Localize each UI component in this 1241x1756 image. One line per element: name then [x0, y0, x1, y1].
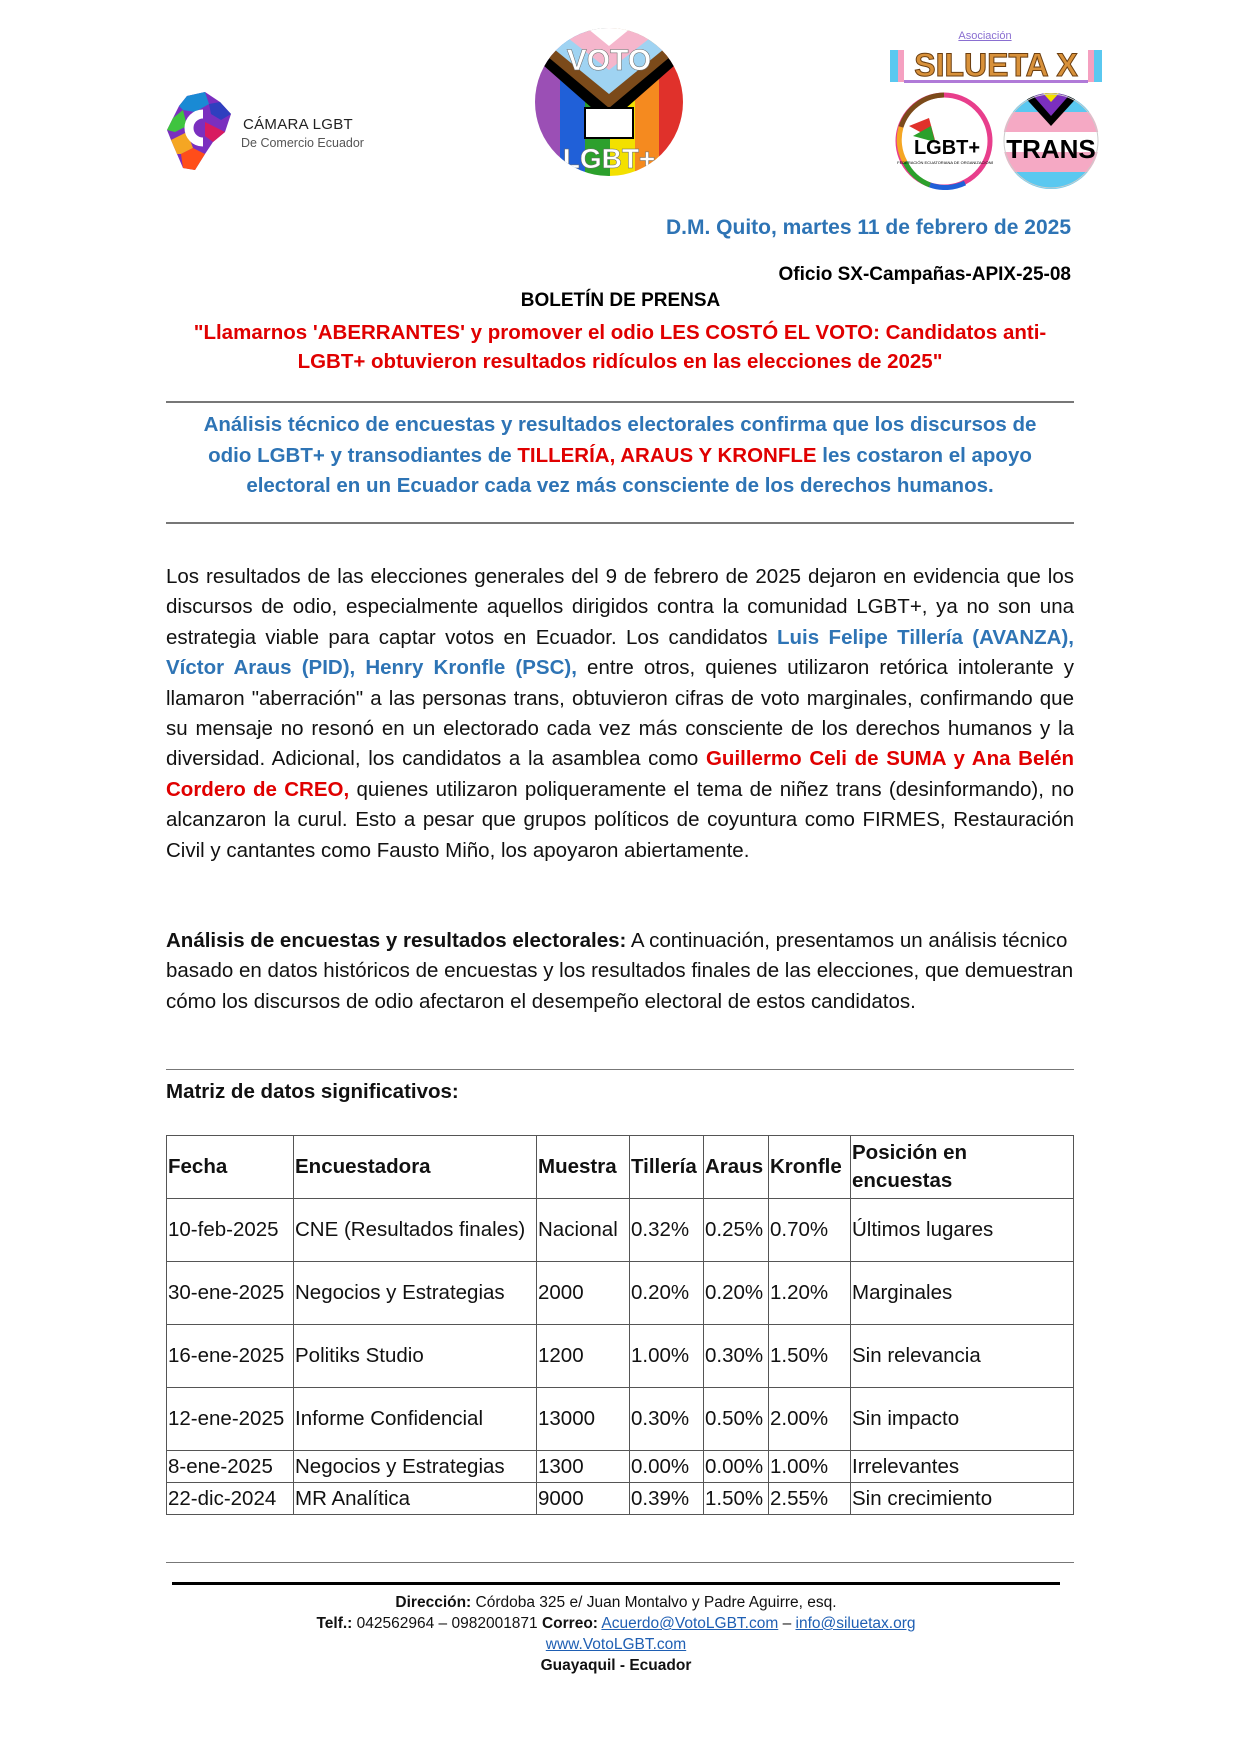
table-row: [167, 1483, 1074, 1515]
divider-matrix: [166, 1069, 1074, 1070]
footer-website: [172, 1634, 1060, 1655]
svg-text:LGBT+: LGBT+: [562, 143, 656, 174]
cell-kronfle: 2.00%: [769, 1388, 851, 1451]
p1-candidates: Luis Felipe Tillería (AVANZA), Víctor Araus (PID), Henry Kronfle (PSC),: [166, 625, 1074, 680]
phone-text: 042562964 – 0982001871: [352, 1615, 542, 1632]
cell-posicion: Marginales: [851, 1262, 1074, 1325]
svg-text:FEDERACIÓN ECUATORIANA DE ORGA: FEDERACIÓN ECUATORIANA DE ORGANIZACIONES: [897, 160, 993, 165]
divider-bottom: [166, 1562, 1074, 1563]
col-header-fecha: Fecha: [167, 1136, 294, 1199]
cell-kronfle: 1.50%: [769, 1325, 851, 1388]
document-date: D.M. Quito, martes 11 de febrero de 2025: [666, 216, 1071, 239]
cell-kronfle: 0.70%: [769, 1199, 851, 1262]
cell-encuestadora: CNE (Resultados finales): [294, 1199, 537, 1262]
subhead-part1: Análisis técnico de encuestas y resultados electorales confirma que los discursos de odio LGBT+ y transodiantes de: [203, 413, 1037, 467]
cell-muestra: 2000: [537, 1262, 630, 1325]
table-row: [167, 1199, 1074, 1262]
cell-encuestadora: Politiks Studio: [294, 1325, 537, 1388]
oficio-number: Oficio SX-Campañas-APIX-25-08: [778, 264, 1071, 285]
footer-contact: [172, 1613, 1060, 1634]
table-row: [167, 1451, 1074, 1483]
svg-text:SILUETA X: SILUETA X: [914, 47, 1078, 83]
paragraph-intro: [166, 562, 1074, 866]
p2-text: A continuación, presentamos un análisis técnico basado en datos históricos de encuestas y los resultados finales de las elecciones, que demuestran cómo los discursos de odio afectaron el desempeño electoral de estos candidatos.: [166, 929, 1074, 1013]
cell-encuestadora: Negocios y Estrategias: [294, 1262, 537, 1325]
cell-tilleria: 0.30%: [630, 1388, 704, 1451]
cell-tilleria: 0.00%: [630, 1451, 704, 1483]
cell-araus: 1.50%: [704, 1483, 769, 1515]
cell-fecha: 16-ene-2025: [167, 1325, 294, 1388]
divider-top: [166, 401, 1074, 403]
asociacion-label: Asociación: [958, 30, 1012, 42]
table-row: [167, 1325, 1074, 1388]
p1-text-a: Los resultados de las elecciones generales del 9 de febrero de 2025 dejaron en evidencia que los discursos de odio, especialmente aquellos dirigidos contra la comunidad LGBT+, ya no son una estrategia viable para captar votos en Ecuador. Los candidatos: [166, 565, 1074, 649]
matrix-title: Matriz de datos significativos:: [166, 1080, 459, 1103]
cell-posicion: Irrelevantes: [851, 1451, 1074, 1483]
email-label: Correo:: [541, 1615, 598, 1632]
p1-text-c: quienes utilizaron poliqueramente el tema de niñez trans (desinformando), no alcanzaron la curul. Esto a pesar que grupos políticos de coyuntura como FIRMES, Restauración Civil y cantantes como Fausto Miño, los apoyaron abiertamente.: [166, 777, 1074, 862]
email-link-votolgbt[interactable]: Acuerdo@VotoLGBT.com: [601, 1615, 779, 1632]
email-separator: –: [778, 1615, 796, 1632]
cell-encuestadora: MR Analítica: [294, 1483, 537, 1515]
address-label: Dirección:: [395, 1594, 472, 1611]
cell-fecha: 12-ene-2025: [167, 1388, 294, 1451]
trans-badge: [1002, 92, 1100, 190]
camara-lgbt-logo: [165, 92, 365, 172]
cell-tilleria: 0.32%: [630, 1199, 704, 1262]
cell-araus: 0.50%: [704, 1388, 769, 1451]
cell-kronfle: 2.55%: [769, 1483, 851, 1515]
cell-fecha: 10-feb-2025: [167, 1199, 294, 1262]
silueta-x-logo: [890, 46, 1102, 86]
col-header-araus: Araus: [704, 1136, 769, 1199]
website-link[interactable]: www.VotoLGBT.com: [545, 1636, 687, 1653]
subheadline: [180, 410, 1060, 502]
lgbt-federation-badge: [895, 92, 993, 190]
subhead-highlight: TILLERÍA, ARAUS Y KRONFLE: [517, 443, 817, 467]
cell-muestra: 9000: [537, 1483, 630, 1515]
cell-muestra: 1300: [537, 1451, 630, 1483]
col-header-kronfle: Kronfle: [769, 1136, 851, 1199]
cell-muestra: 1200: [537, 1325, 630, 1388]
cell-posicion: Últimos lugares: [851, 1199, 1074, 1262]
ecuador-map-icon: [165, 92, 235, 172]
col-header-muestra: Muestra: [537, 1136, 630, 1199]
svg-text:LGBT+: LGBT+: [913, 137, 981, 159]
cell-kronfle: 1.00%: [769, 1451, 851, 1483]
paragraph-analysis: [166, 926, 1074, 1017]
camara-title: CÁMARA LGBT: [243, 116, 353, 133]
p1-text-b: entre otros, quienes utilizaron retórica intolerante y llamaron "aberración" a las personas trans, obtuvieron cifras de voto marginales, confirmando que su mensaje no resonó en un electorado cada vez más consciente de los derechos humanos y la diversidad. Adicional, los candidatos a la asamblea como: [166, 656, 1074, 771]
cell-muestra: 13000: [537, 1388, 630, 1451]
footer-rule: [172, 1582, 1060, 1585]
cell-fecha: 30-ene-2025: [167, 1262, 294, 1325]
cell-tilleria: 1.00%: [630, 1325, 704, 1388]
cell-araus: 0.25%: [704, 1199, 769, 1262]
cell-araus: 0.20%: [704, 1262, 769, 1325]
col-header-encuestadora: Encuestadora: [294, 1136, 537, 1199]
cell-encuestadora: Informe Confidencial: [294, 1388, 537, 1451]
cell-posicion: Sin impacto: [851, 1388, 1074, 1451]
p1-assembly-candidates: Guillermo Celi de SUMA y Ana Belén Cordero de CREO,: [166, 747, 1074, 801]
cell-tilleria: 0.20%: [630, 1262, 704, 1325]
cell-encuestadora: Negocios y Estrategias: [294, 1451, 537, 1483]
table-row: [167, 1388, 1074, 1451]
cell-araus: 0.30%: [704, 1325, 769, 1388]
camara-subtitle: De Comercio Ecuador: [241, 136, 364, 150]
email-link-siluetax[interactable]: info@siluetax.org: [795, 1615, 916, 1632]
cell-tilleria: 0.39%: [630, 1483, 704, 1515]
svg-text:TRANS: TRANS: [1006, 134, 1096, 164]
bulletin-title-text: BOLETÍN DE PRENSA: [520, 290, 721, 311]
bulletin-title: [0, 290, 1241, 312]
table-row: [167, 1262, 1074, 1325]
cell-posicion: Sin crecimiento: [851, 1483, 1074, 1515]
cell-kronfle: 1.20%: [769, 1262, 851, 1325]
phone-label: Telf.:: [316, 1615, 353, 1632]
voto-lgbt-logo: [535, 28, 683, 176]
table-header-row: [167, 1136, 1074, 1199]
cell-fecha: 22-dic-2024: [167, 1483, 294, 1515]
cell-fecha: 8-ene-2025: [167, 1451, 294, 1483]
address-text: Córdoba 325 e/ Juan Montalvo y Padre Aguirre, esq.: [471, 1594, 837, 1611]
footer-address: [172, 1592, 1060, 1613]
headline: "Llamarnos 'ABERRANTES' y promover el odio LES COSTÓ EL VOTO: Candidatos anti-LGBT+ obtuvieron resultados ridículos en las elecciones de 2025": [193, 321, 1047, 373]
col-header-posicion: Posición en encuestas: [851, 1136, 1074, 1199]
svg-text:VOTO: VOTO: [566, 44, 652, 77]
cell-muestra: Nacional: [537, 1199, 630, 1262]
subhead-part2: les costaron el apoyo electoral en un Ecuador cada vez más consciente de los derechos humanos.: [246, 443, 1032, 497]
p2-label: Análisis de encuestas y resultados electorales:: [166, 929, 627, 952]
col-header-tilleria: Tillería: [630, 1136, 704, 1199]
footer-city: Guayaquil - Ecuador: [540, 1657, 692, 1674]
divider-middle: [166, 522, 1074, 524]
cell-posicion: Sin relevancia: [851, 1325, 1074, 1388]
cell-araus: 0.00%: [704, 1451, 769, 1483]
data-matrix-table: [166, 1135, 1074, 1515]
